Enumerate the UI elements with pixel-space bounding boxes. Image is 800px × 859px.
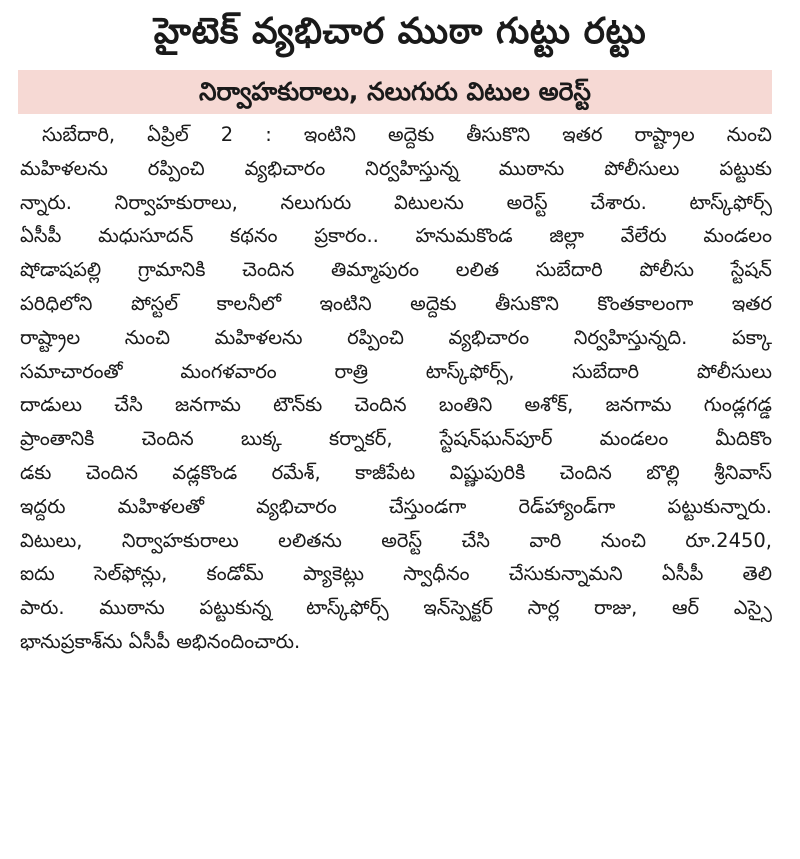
- subheadline: నిర్వాహకురాలు, నలుగురు విటుల అరెస్ట్: [199, 77, 591, 106]
- body-line-11: డకు చెందిన వడ్లకొండ రమేశ్, కాజీపేట విష్ణుపురికి చెందిన బొల్లి శ్రీనివాస్: [20, 460, 772, 484]
- body-line-10: ప్రాంతానికి చెందిన బుక్క కర్నాకర్, స్టేషన్‌ఘన్‌పూర్ మండలం మీదికొం: [20, 427, 772, 451]
- body-line-1: సుబేదారి, ఏప్రిల్ 2 : ఇంటిని అద్దెకు తీసుకొని ఇతర రాష్ట్రాల నుంచి: [42, 123, 772, 146]
- body-line-16: భానుప్రకాశ్‌ను ఏసీపీ అభినందించారు.: [20, 629, 301, 653]
- body-line-2: మహిళలను రప్పించి వ్యభిచారం నిర్వహిస్తున్న ముఠాను పోలీసులు పట్టుకు: [20, 156, 772, 180]
- body-line-3: న్నారు. నిర్వాహకురాలు, నలుగురు విటులను అరెస్ట్ చేశారు. టాస్క్‌ఫోర్స్: [20, 190, 772, 214]
- body-line-12: ఇద్దరు మహిళలతో వ్యభిచారం చేస్తుండగా రెడ్‌హ్యాండ్‌గా పట్టుకున్నారు.: [20, 494, 772, 518]
- headline: హైటెక్ వ్యభిచార ముఠా గుట్టు రట్టు: [153, 11, 647, 52]
- body-line-15: పారు. ముఠాను పట్టుకున్న టాస్క్‌ఫోర్స్ ఇన్‌స్పెక్టర్ సార్ల రాజు, ఆర్ ఎస్సై: [20, 596, 772, 620]
- body-line-4: ఏసీపీ మధుసూదన్ కథనం ప్రకారం.. హనుమకొండ జిల్లా వేలేరు మండలం: [20, 224, 772, 248]
- body-line-13: విటులు, నిర్వాహకురాలు లలితను అరెస్ట్ చేసి వారి నుంచి రూ.2450,: [20, 528, 772, 552]
- article-body: [20, 118, 772, 659]
- body-line-8: సమాచారంతో మంగళవారం రాత్రి టాస్క్‌ఫోర్స్, సుబేదారి పోలీసులు: [20, 359, 772, 383]
- body-line-5: షోడాషపల్లి గ్రామానికి చెందిన తిమ్మాపురం లలిత సుబేదారి పోలీసు స్టేషన్: [20, 258, 772, 282]
- body-line-6: పరిధిలోని పోస్టల్ కాలనీలో ఇంటిని అద్దెకు తీసుకొని కొంతకాలంగా ఇతర: [20, 291, 772, 315]
- body-line-7: రాష్ట్రాల నుంచి మహిళలను రప్పించి వ్యభిచారం నిర్వహిస్తున్నది. పక్కా: [20, 325, 772, 349]
- body-line-9: దాడులు చేసి జనగామ టౌన్‌కు చెందిన బంతిని అశోక్, జనగామ గుండ్లగడ్డ: [20, 393, 772, 417]
- body-line-14: ఐదు సెల్‌ఫోన్లు, కండోమ్ ప్యాకెట్లు స్వాధీనం చేసుకున్నామని ఏసీపీ తెలి: [20, 562, 772, 586]
